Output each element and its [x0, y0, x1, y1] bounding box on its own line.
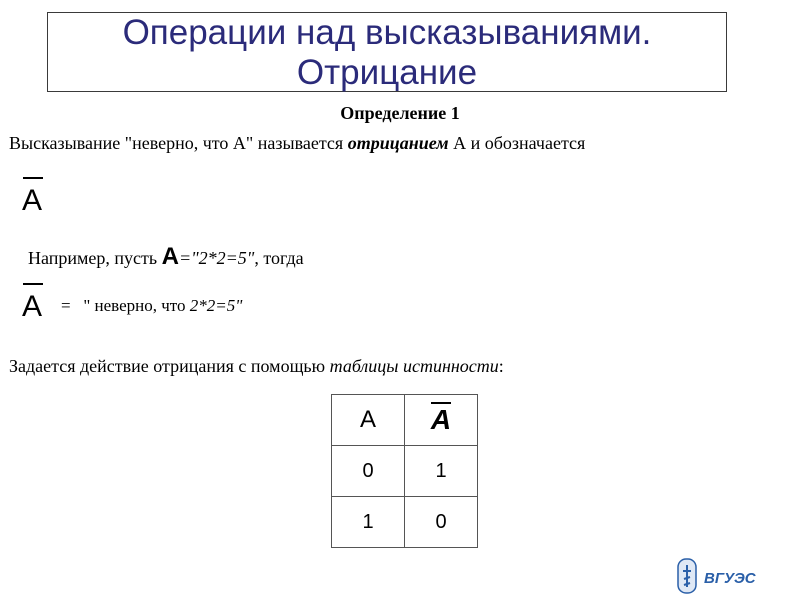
definition-heading: Определение 1 [340, 103, 460, 123]
logo-text: ВГУЭС [704, 570, 756, 587]
definition-text-after: А и обозначается [448, 133, 586, 153]
page-title-line-2: Отрицание [296, 53, 478, 92]
truth-table-intro [9, 356, 504, 377]
table-row [332, 446, 478, 497]
header-a: A [332, 395, 405, 446]
example-statement: ="2*2=5" [178, 248, 255, 268]
example-prefix: Например, пусть [28, 248, 162, 268]
result-text: " неверно, что [83, 296, 190, 315]
header-not-a [405, 395, 478, 446]
result-equals: = [61, 296, 71, 315]
example-suffix: , тогда [254, 248, 304, 268]
definition-text [9, 133, 585, 154]
example-line [28, 243, 304, 271]
table-cell: 1 [332, 497, 405, 548]
table-row [332, 497, 478, 548]
definition-text-before: Высказывание "неверно, что А" называется [9, 133, 348, 153]
intro-text: Задается действие отрицания с помощью [9, 356, 330, 376]
header-not-a-symbol [431, 404, 451, 436]
header-not-a-letter: A [430, 404, 452, 435]
result-italic: 2*2=5" [189, 296, 243, 315]
table-header-row [332, 395, 478, 446]
result-symbol: A [22, 290, 43, 323]
intro-colon: : [498, 356, 504, 376]
table-cell: 0 [332, 446, 405, 497]
university-logo [676, 557, 776, 595]
overline-bar [23, 177, 43, 179]
overline-bar [23, 283, 43, 285]
negation-result-symbol [22, 292, 42, 322]
notation-symbol: A [22, 184, 43, 217]
truth-table [331, 394, 478, 548]
overline-bar [431, 402, 451, 404]
table-cell: 0 [405, 497, 478, 548]
intro-italic: таблицы истинности [329, 356, 499, 376]
page-title-line-1: Операции над высказываниями. [122, 13, 652, 52]
negation-notation [22, 186, 42, 216]
title-box [47, 12, 727, 92]
result-line [61, 296, 242, 316]
table-cell: 1 [405, 446, 478, 497]
example-var: A [161, 243, 179, 270]
definition-term: отрицанием [347, 133, 449, 153]
